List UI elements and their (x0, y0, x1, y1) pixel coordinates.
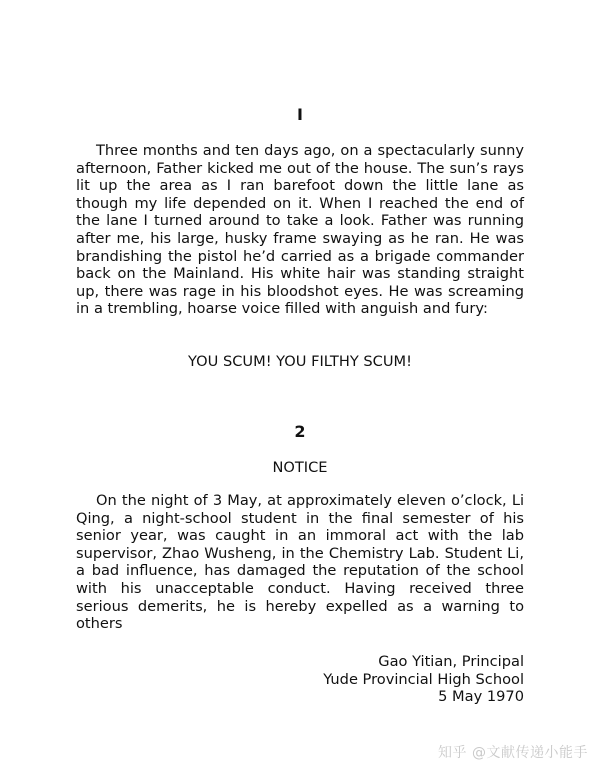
signature-block (76, 653, 524, 706)
signature-name: Gao Yitian, Principal (378, 653, 524, 670)
shout-line: YOU SCUM! YOU FILTHY SCUM! (188, 353, 412, 370)
notice-title: NOTICE (272, 459, 328, 476)
section-1-paragraph: Three months and ten days ago, on a spectacularly sunny afternoon, Father kicked me out of the house. The sun’s rays lit up the area as I ran barefoot down the little lane as though my life depended on it. When I reached the end of the lane I turned around to take a look. Father was running after me, his large, husky frame swaying as he ran. He was brandishing the pistol he’d carried as a brigade commander back on the Mainland. His white hair was standing straight up, there was rage in his bloodshot eyes. He was screaming in a trembling, hoarse voice filled with anguish and fury: (76, 142, 524, 318)
section-1-heading: I (297, 105, 303, 124)
section-2-heading: 2 (294, 422, 306, 441)
notice-paragraph: On the night of 3 May, at approximately eleven o’clock, Li Qing, a night-school student in the final semester of his senior year, was caught in an immoral act with the lab supervisor, Zhao Wusheng, in the Chemistry Lab. Student Li, a bad influence, has damaged the reputation of the school with his unacceptable conduct. Having received three serious demerits, he is hereby expelled as a warning to others (76, 492, 524, 633)
signature-date: 5 May 1970 (438, 688, 524, 706)
signature-school: Yude Provincial High School (323, 670, 524, 688)
watermark: 知乎 @文献传递小能手 (438, 745, 588, 761)
